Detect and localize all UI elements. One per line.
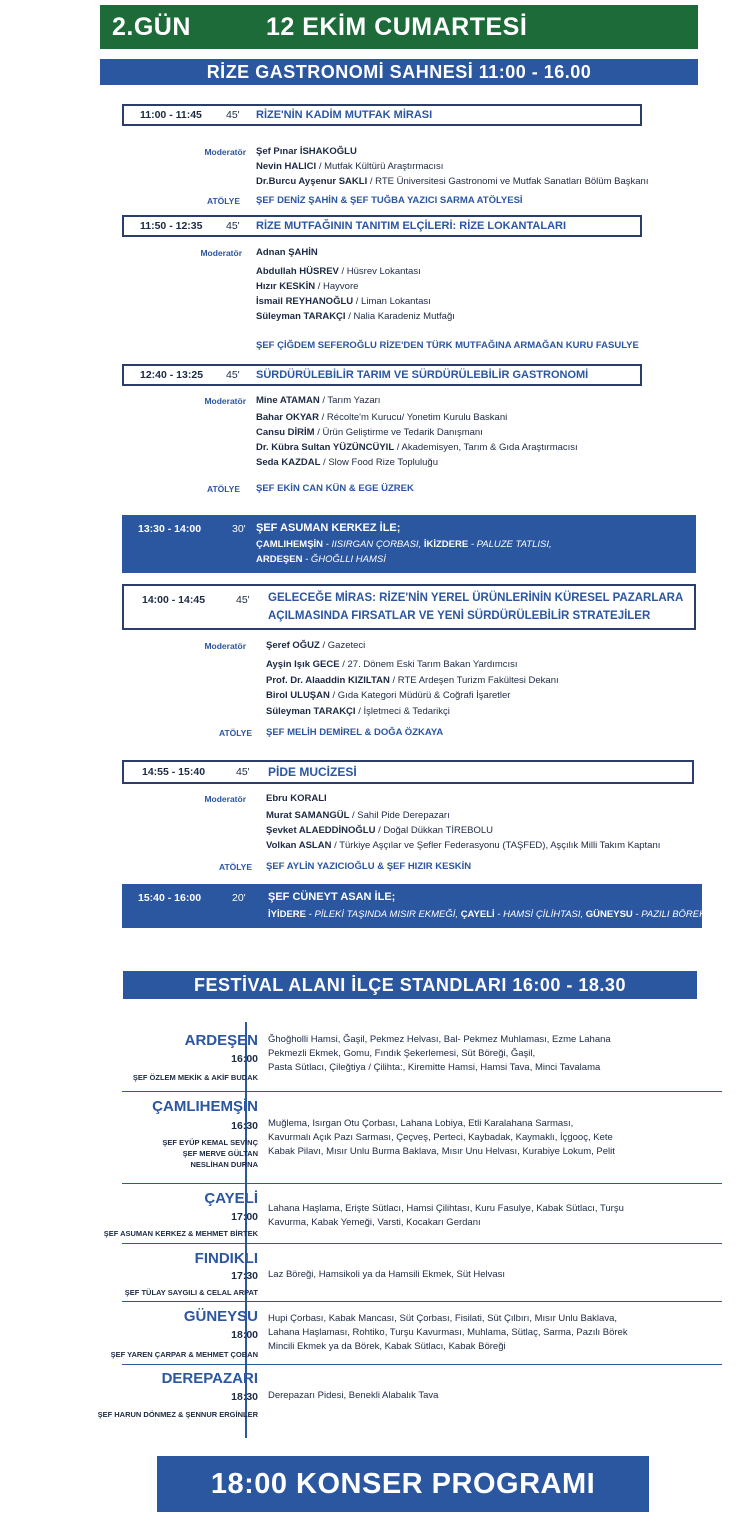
day-label: 2.GÜN — [112, 13, 191, 41]
district-name: ÇAYELİ — [204, 1190, 258, 1207]
speaker-line: Abdullah HÜSREV / Hüsrev Lokantası — [256, 266, 421, 277]
menu-line: ARDEŞEN - ĞHOĞLLI HAMSİ — [256, 554, 386, 565]
district-row — [122, 1301, 722, 1302]
speaker-line: Dr.Burcu Ayşenur SAKLI / RTE Üniversitesi Gastronomi ve Mutfak Sanatları Bölüm Başkanı — [256, 176, 649, 187]
special-session-1 — [122, 515, 696, 573]
session-title-line-2: AÇILMASINDA FIRSATLAR VE YENİ SÜRDÜRÜLEBİLİR STRATEJİLER — [268, 610, 651, 622]
session-1-header — [122, 104, 642, 126]
session-time: 15:40 - 16:00 — [138, 892, 202, 904]
moderator-line: Şeref OĞUZ / Gazeteci — [266, 640, 366, 651]
moderator-line: Ebru KORALI — [266, 793, 327, 804]
session-duration: 45' — [226, 109, 240, 121]
atolye-text: ŞEF MELİH DEMİREL & DOĞA ÖZKAYA — [266, 727, 444, 738]
atolye-text: ŞEF ÇİĞDEM SEFEROĞLU RİZE'DEN TÜRK MUTFAĞINA ARMAĞAN KURU FASULYE — [256, 340, 639, 351]
district-row — [122, 1364, 722, 1365]
district-chefs: ŞEF YAREN ÇARPAR & MEHMET ÇOBAN — [110, 1350, 258, 1359]
district-chefs: ŞEF EYÜP KEMAL SEVİNÇ ŞEF MERVE GÜLTAN NESLİHAN DURNA — [162, 1138, 258, 1169]
district-foods: Ğhoğholli Hamsi, Ğaşil, Pekmez Helvası, Bal- Pekmez Muhlaması, Ezme Lahana Pekmezli Ekmek, Gomu, Fındık Şekerlemesi, Süt Böreği, Ğaşil, Pasta Sütlacı, Çileğtiya / Çilihta:, Kiremitte Hamsi, Hamsi Tava, Minci Tavalama — [268, 1034, 611, 1073]
speaker-line: Prof. Dr. Alaaddin KIZILTAN / RTE Ardeşen Turizm Fakültesi Dekanı — [266, 675, 559, 686]
district-chefs: ŞEF ASUMAN KERKEZ & MEHMET BİRTEK — [103, 1229, 258, 1238]
session-title: SÜRDÜRÜLEBİLİR TARIM VE SÜRDÜRÜLEBİLİR GASTRONOMİ — [256, 369, 589, 381]
atolye-label: ATÖLYE — [218, 862, 252, 872]
district-name: ARDEŞEN — [184, 1032, 258, 1049]
speaker-line: Süleyman TARAKÇI / Nalia Karadeniz Mutfağı — [256, 311, 455, 322]
menu-line: İYİDERE - PİLEKİ TAŞINDA MISIR EKMEĞİ, ÇAYELİ - HAMSİ ÇİLİHTASI, GÜNEYSU - PAZILI BÖREK — [268, 909, 706, 920]
district-name: FINDIKLI — [194, 1250, 258, 1267]
district-foods: Laz Böreği, Hamsikoli ya da Hamsili Ekmek, Süt Helvası — [268, 1269, 506, 1280]
session-time: 12:40 - 13:25 — [140, 369, 204, 381]
atolye-text: ŞEF AYLİN YAZICIOĞLU & ŞEF HIZIR KESKİN — [266, 861, 472, 872]
speaker-line: Volkan ASLAN / Türkiye Aşçılar ve Şefler Federasyonu (TAŞFED), Aşçılık Milli Takım Kaptanı — [266, 840, 661, 851]
speaker-line: Hızır KESKİN / Hayvore — [256, 281, 359, 292]
speaker-line: Şevket ALAEDDİNOĞLU / Doğal Dükkan TİREBOLU — [266, 825, 494, 836]
district-time: 17:00 — [231, 1211, 258, 1223]
moderator-line: Mine ATAMAN / Tarım Yazarı — [256, 395, 381, 406]
session-title: RİZE'NİN KADİM MUTFAK MİRASI — [256, 109, 433, 121]
session-3-header — [122, 364, 642, 386]
district-chefs: ŞEF TÜLAY SAYGILI & CELAL ARPAT — [124, 1288, 258, 1297]
district-time: 16:30 — [231, 1120, 258, 1132]
speaker-line: İsmail REYHANOĞLU / Liman Lokantası — [256, 296, 431, 307]
session-title-line-1: GELECEĞE MİRAS: RİZE'NİN YEREL ÜRÜNLERİNİN KÜRESEL PAZARLARA — [268, 592, 684, 604]
session-duration: 45' — [226, 220, 240, 232]
district-time: 16:00 — [231, 1053, 258, 1065]
moderator-line: Şef Pınar İSHAKOĞLU — [256, 146, 357, 157]
district-foods: Hupi Çorbası, Kabak Mancası, Süt Çorbası, Fisilati, Süt Çılbırı, Mısır Unlu Baklava, Lahana Haşlaması, Rohtiko, Turşu Kavurması, Muhlama, Sütlaç, Sarma, Pazılı Börek Mincili Ekmek ya da Börek, Kabak Sütlacı, Kabak Böreği — [268, 1313, 628, 1352]
speaker-line: Nevin HALICI / Mutfak Kültürü Araştırmacısı — [256, 161, 444, 172]
day-banner — [100, 5, 698, 49]
session-title: PİDE MUCİZESİ — [268, 765, 357, 779]
special-session-2 — [122, 884, 706, 928]
session-title: RİZE MUTFAĞININ TANITIM ELÇİLERİ: RİZE LOKANTALARI — [256, 220, 567, 232]
session-duration: 20' — [232, 892, 246, 904]
speaker-line: Bahar OKYAR / Récolte'm Kurucu/ Yonetim Kurulu Baskani — [256, 412, 508, 423]
session-time: 11:00 - 11:45 — [140, 109, 202, 121]
moderator-line: Adnan ŞAHİN — [256, 247, 318, 258]
district-foods: Derepazarı Pidesi, Benekli Alabalık Tava — [268, 1390, 439, 1401]
atolye-text: ŞEF DENİZ ŞAHİN & ŞEF TUĞBA YAZICI SARMA ATÖLYESİ — [256, 195, 523, 206]
district-chefs: ŞEF ÖZLEM MEKİK & AKİF BUDAK — [132, 1073, 258, 1082]
moderator-label: Moderatör — [204, 147, 246, 157]
session-time: 13:30 - 14:00 — [138, 523, 202, 535]
session-duration: 45' — [226, 369, 240, 381]
moderator-label: Moderatör — [204, 794, 246, 804]
concert-banner: 18:00 KONSER PROGRAMI — [157, 1456, 649, 1512]
moderator-label: Moderatör — [204, 641, 246, 651]
date-label: 12 EKİM CUMARTESİ — [266, 13, 528, 41]
session-duration: 45' — [236, 766, 250, 778]
moderator-label: Moderatör — [204, 396, 246, 406]
atolye-text: ŞEF EKİN CAN KÜN & EGE ÜZREK — [256, 483, 414, 494]
speaker-line: Murat SAMANGÜL / Sahil Pide Derepazarı — [266, 810, 450, 821]
speaker-line: Seda KAZDAL / Slow Food Rize Topluluğu — [256, 457, 438, 468]
festival-title: FESTİVAL ALANI İLÇE STANDLARI 16:00 - 18.30 — [123, 971, 697, 999]
district-chefs: ŞEF HARUN DÖNMEZ & ŞENNUR ERGİNLER — [97, 1410, 258, 1419]
district-name: GÜNEYSU — [183, 1308, 258, 1325]
district-row — [122, 1091, 722, 1092]
speaker-line: Ayşin Işık GECE / 27. Dönem Eski Tarım Bakan Yardımcısı — [266, 659, 518, 670]
session-time: 14:55 - 15:40 — [142, 766, 206, 778]
speaker-line: Dr. Kübra Sultan YÜZÜNCÜYIL / Akademisyen, Tarım & Gıda Araştırmacısı — [256, 442, 578, 453]
moderator-label: Moderatör — [200, 248, 242, 258]
speaker-line: Birol ULUŞAN / Gıda Kategori Müdürü & Coğrafi İşaretler — [266, 690, 511, 701]
district-foods: Muğlema, Isırgan Otu Çorbası, Lahana Lobiya, Etli Karalahana Sarması, Kavurmalı Açık Pazı Sarması, Çeçveş, Perteci, Kaybadak, Kaymaklı, İçgooç, Kete Kabak Pilavı, Mısır Unlu Burma Baklava, Mısır Unu Helvası, Kurabiye Lokum, Pelit — [268, 1118, 615, 1157]
session-5-header — [122, 760, 694, 784]
stage-title: RİZE GASTRONOMİ SAHNESİ 11:00 - 16.00 — [100, 59, 698, 85]
session-duration: 30' — [232, 523, 246, 535]
district-time: 18:30 — [231, 1391, 258, 1403]
district-time: 18:00 — [231, 1329, 258, 1341]
atolye-label: ATÖLYE — [218, 728, 252, 738]
menu-line: ÇAMLIHEMŞİN - IISIRGAN ÇORBASI, İKİZDERE - PALUZE TATLISI, — [256, 539, 552, 550]
session-duration: 45' — [236, 594, 250, 606]
district-time: 17:30 — [231, 1270, 258, 1282]
speaker-line: Süleyman TARAKÇI / İşletmeci & Tedarikçi — [266, 706, 450, 717]
session-4-header — [122, 584, 696, 630]
session-title: ŞEF CÜNEYT ASAN İLE; — [268, 891, 396, 903]
district-name: DEREPAZARI — [161, 1370, 258, 1387]
district-row — [122, 1243, 722, 1244]
session-time: 11:50 - 12:35 — [140, 220, 203, 232]
session-time: 14:00 - 14:45 — [142, 594, 206, 606]
district-row — [122, 1183, 722, 1184]
atolye-label: ATÖLYE — [206, 196, 240, 206]
atolye-label: ATÖLYE — [206, 484, 240, 494]
district-name: ÇAMLIHEMŞİN — [152, 1098, 258, 1115]
session-2-header — [122, 215, 642, 237]
session-title: ŞEF ASUMAN KERKEZ İLE; — [256, 522, 401, 534]
district-foods: Lahana Haşlama, Erişte Sütlacı, Hamsi Çilihtası, Kuru Fasulye, Kabak Sütlacı, Turşu Kavurma, Kabak Yemeği, Varsti, Kocakarı Gerdanı — [268, 1203, 624, 1228]
speaker-line: Cansu DİRİM / Ürün Geliştirme ve Tedarik Danışmanı — [256, 427, 483, 438]
